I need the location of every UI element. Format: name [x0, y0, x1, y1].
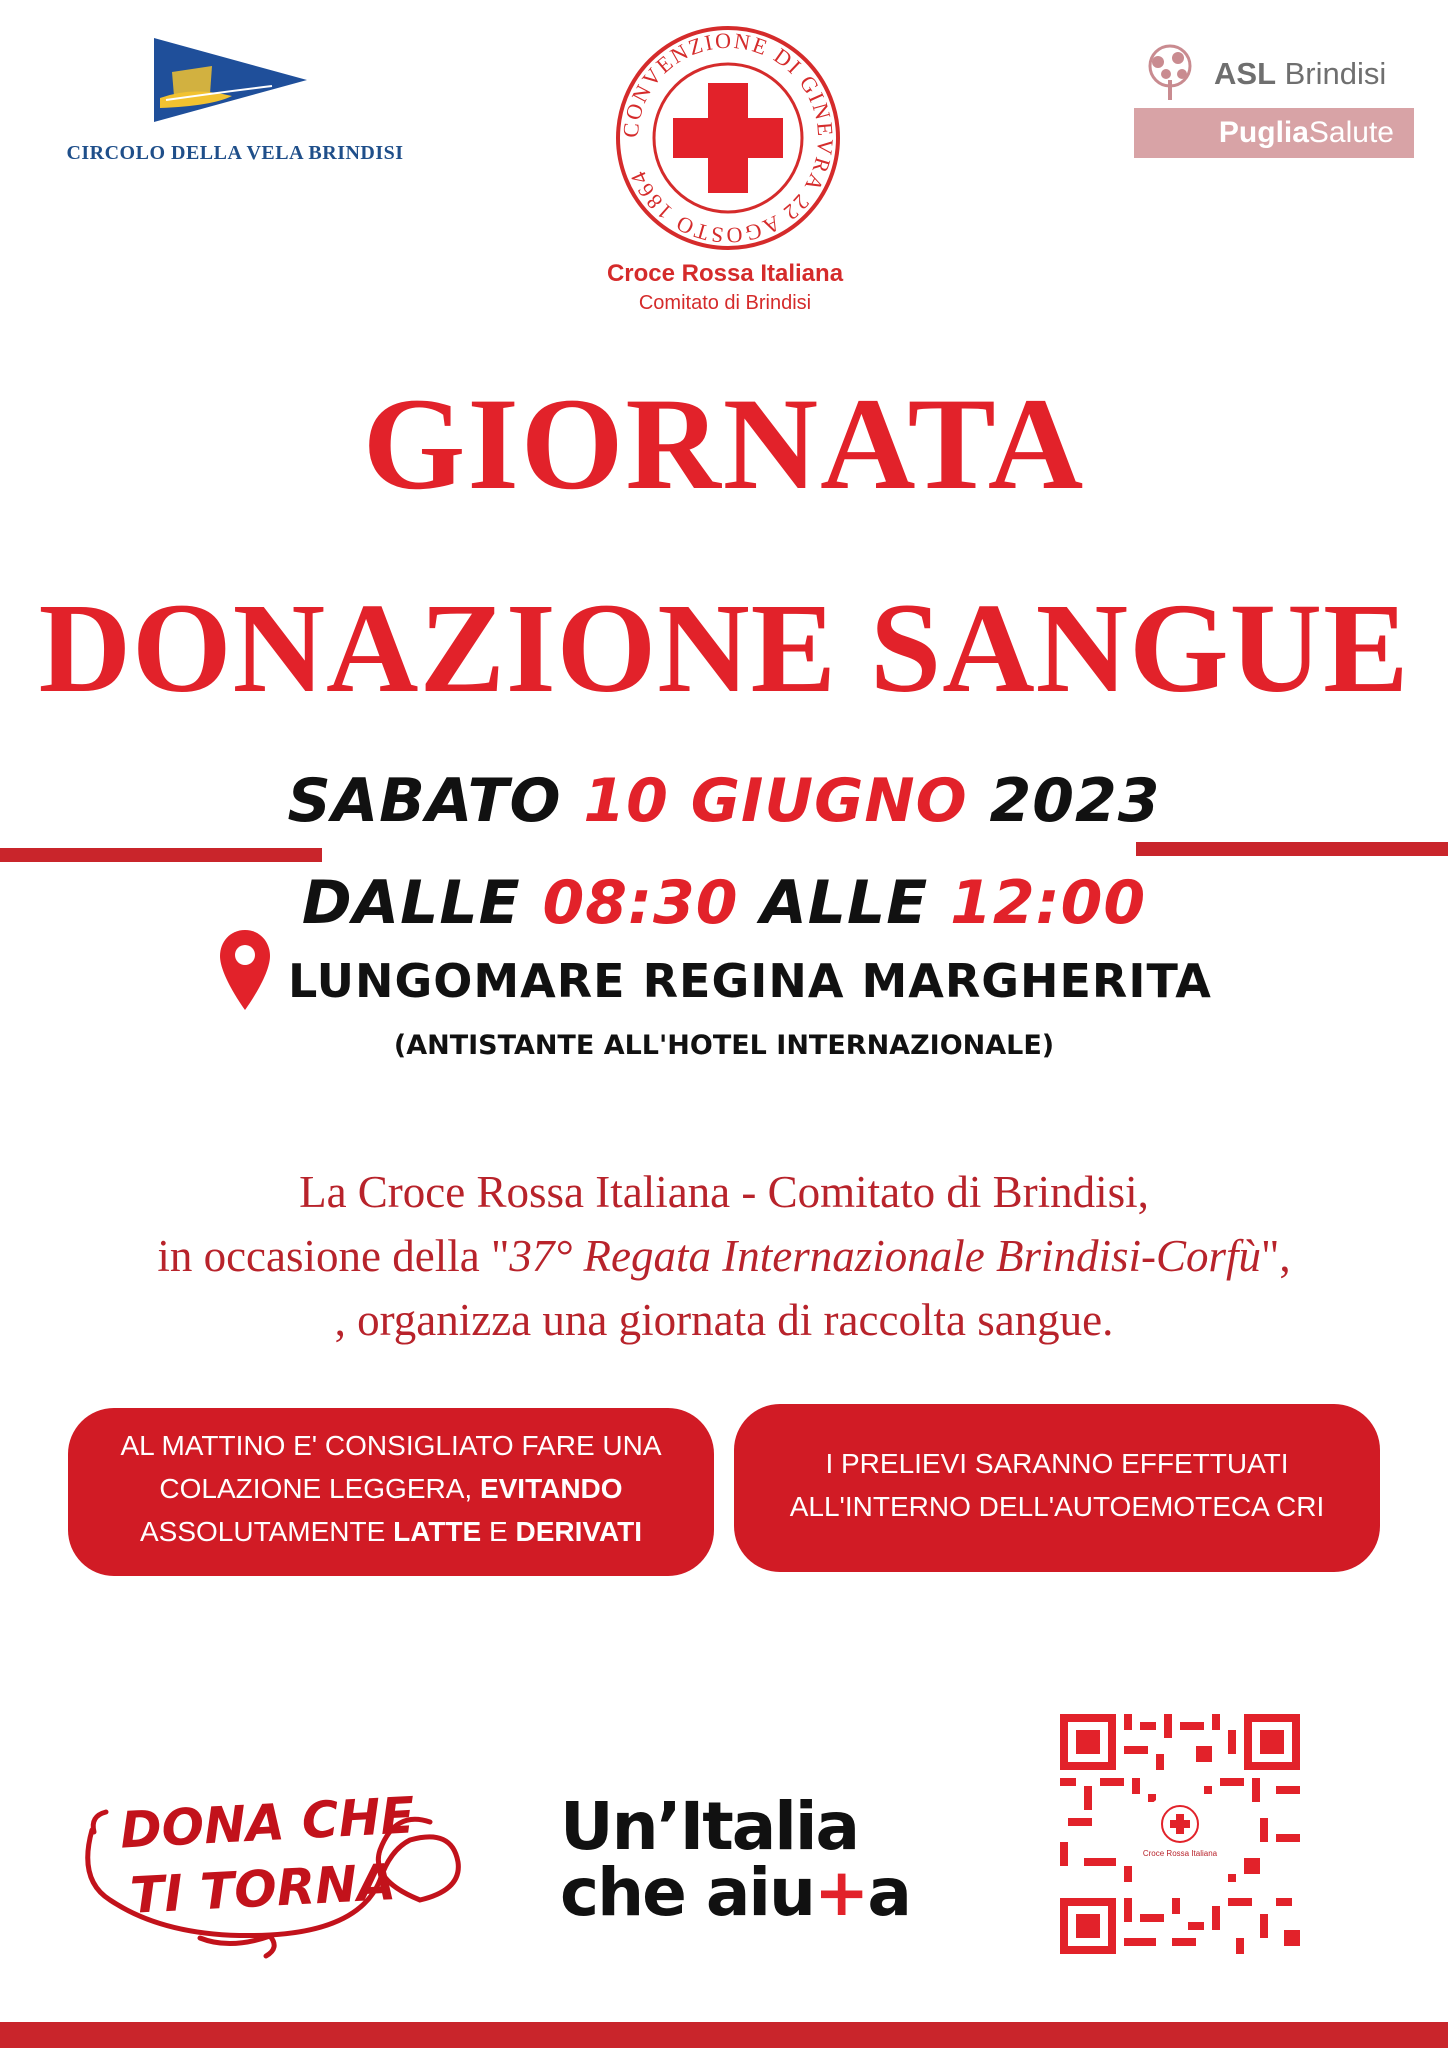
- event-location: LUNGOMARE REGINA MARGHERITA: [288, 954, 1212, 1008]
- dona-line-2: TI TORNA: [128, 1853, 398, 1925]
- croce-rossa-committee: Comitato di Brindisi: [638, 292, 812, 314]
- pennant-flag-icon: [152, 36, 312, 126]
- intro-line-3: , organizza una giornata di raccolta sangue.: [334, 1295, 1114, 1345]
- event-time: DALLE 08:30 ALLE 12:00: [301, 868, 1147, 938]
- unitalia-line-2: che aiu+a: [560, 1854, 910, 1931]
- event-location-detail: (ANTISTANTE ALL'HOTEL INTERNAZIONALE): [393, 1030, 1055, 1061]
- red-plus-icon: +: [814, 1854, 868, 1931]
- note-breakfast: AL MATTINO E' CONSIGLIATO FARE UNA COLAZIONE LEGGERA, EVITANDO ASSOLUTAMENTE LATTE E DERIVATI: [68, 1408, 714, 1576]
- title-line-2: DONAZIONE SANGUE: [38, 577, 1410, 719]
- intro-line-2: in occasione della "37° Regata Internazionale Brindisi-Corfù",: [157, 1231, 1291, 1281]
- asl-brindisi-logo: [1134, 44, 1416, 158]
- tree-icon: [1136, 44, 1204, 104]
- croce-rossa-logo: [560, 20, 890, 320]
- svg-text:CONVENZIONE DI GINEVRA 22 AGOS: CONVENZIONE DI GINEVRA 22 AGOSTO 1864: [617, 27, 839, 249]
- circolo-vela-name: CIRCOLO DELLA VELA BRINDISI: [66, 142, 404, 164]
- divider-right: [1136, 842, 1448, 856]
- unitalia-line-1: Un’Italia: [560, 1788, 859, 1865]
- intro-line-1: La Croce Rossa Italiana - Comitato di Brindisi,: [299, 1167, 1149, 1217]
- title-line-1: GIORNATA: [362, 370, 1086, 517]
- location-pin-icon: [218, 928, 272, 1012]
- event-date: SABATO 10 GIUGNO 2023: [287, 766, 1161, 836]
- puglia-salute-text: PugliaSalute: [1218, 116, 1394, 149]
- divider-left: [0, 848, 322, 862]
- bottom-bar: [0, 2022, 1448, 2048]
- note-autoemoteca: I PRELIEVI SARANNO EFFETTUATI ALL'INTERNO DELL'AUTOEMOTECA CRI: [734, 1404, 1380, 1572]
- croce-rossa-name: Croce Rossa Italiana: [606, 260, 844, 287]
- dona-line-1: DONA CHE: [118, 1786, 416, 1860]
- qr-center-label: Croce Rossa Italiana: [1142, 1849, 1218, 1858]
- dona-che-ti-torna-logo: [80, 1760, 480, 1960]
- unitalia-che-aiuta-logo: [560, 1788, 920, 1948]
- intro-paragraph: [0, 1160, 1448, 1352]
- red-cross-seal-icon: [615, 25, 841, 251]
- qr-code[interactable]: [1060, 1714, 1300, 1954]
- circolo-vela-logo: [40, 36, 430, 176]
- asl-name: ASL Brindisi: [1214, 56, 1387, 91]
- puglia-salute-band: [1134, 108, 1414, 158]
